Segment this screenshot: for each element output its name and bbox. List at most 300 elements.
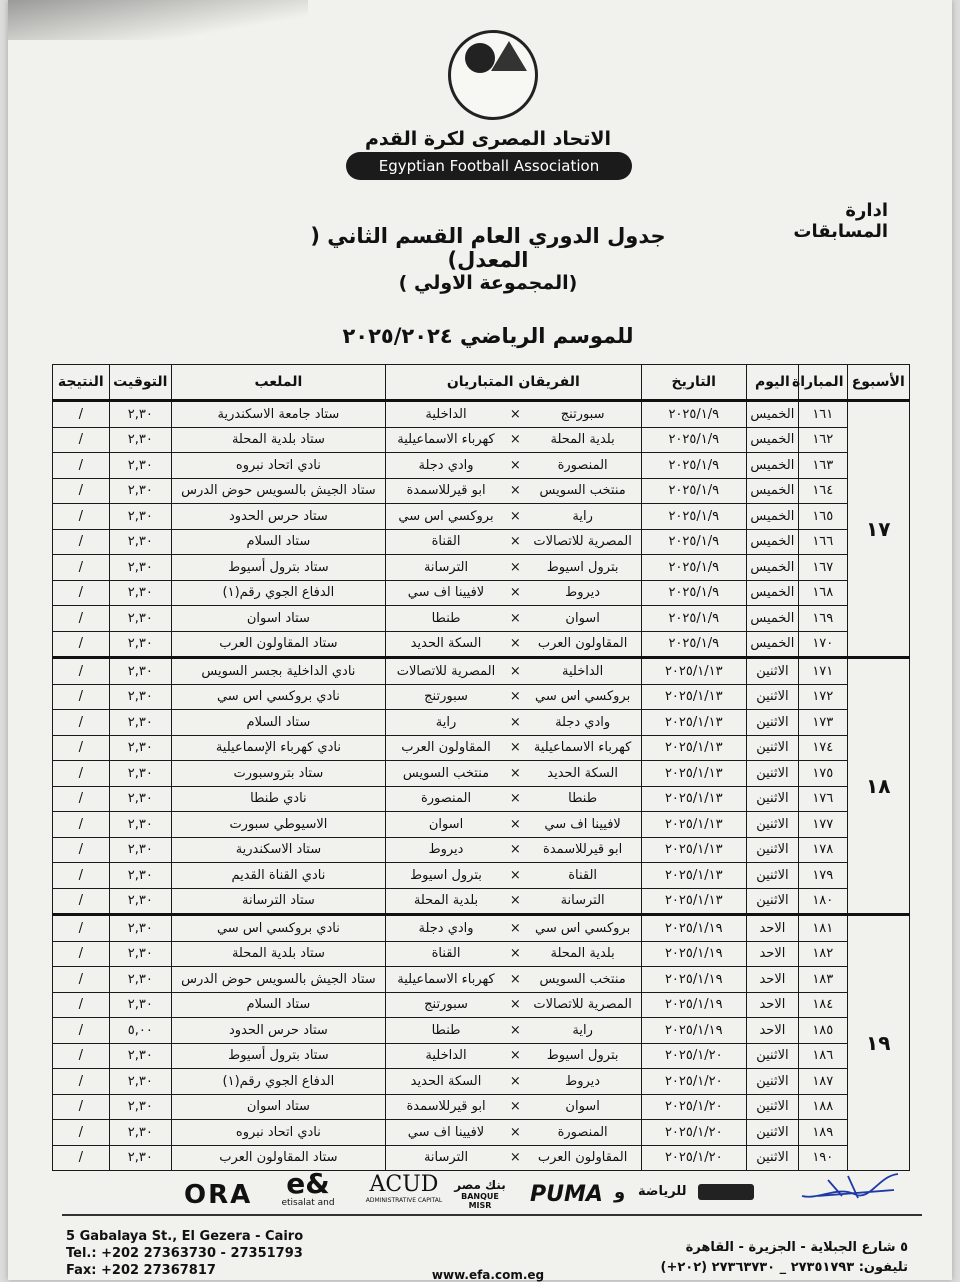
versus-mark: × [506,631,524,658]
match-day: الاثنين [746,1094,798,1120]
ministry-label: للرياضة [638,1184,687,1199]
match-result: / [53,967,110,993]
home-team: الترسانة [524,888,641,915]
week-number: ١٨ [847,658,910,915]
home-team: كهرباء الاسماعيلية [524,735,641,761]
etisalat-logo [278,1167,338,1208]
department-label: ادارة المسابقات [793,200,888,242]
versus-mark: × [506,761,524,787]
kickoff-time: ٢,٣٠ [109,1145,172,1171]
table-row [53,1018,910,1044]
kickoff-time: ٢,٣٠ [109,992,172,1018]
season-title: للموسم الرياضي ٢٠٢٥/٢٠٢٤ [342,324,634,348]
pyramid-icon [491,41,527,71]
match-result: / [53,606,110,632]
match-date: ٢٠٢٥/١/١٣ [641,710,746,736]
home-team: المنصورة [524,453,641,479]
match-number: ١٨٢ [799,941,847,967]
away-team: سبورتنج [385,992,506,1018]
away-team: طنطا [385,1018,506,1044]
match-result: / [53,941,110,967]
match-result: / [53,786,110,812]
stadium: نادي بروكسي اس سي [172,915,386,942]
away-team: المصرية للاتصالات [385,658,506,685]
header-day: اليوم [746,365,798,401]
match-number: ١٧٧ [799,812,847,838]
match-date: ٢٠٢٥/١/٩ [641,555,746,581]
match-number: ١٨٩ [799,1120,847,1146]
match-day: الخميس [746,427,798,453]
match-date: ٢٠٢٥/١/٢٠ [641,1094,746,1120]
match-date: ٢٠٢٥/١/١٣ [641,735,746,761]
kickoff-time: ٢,٣٠ [109,837,172,863]
match-date: ٢٠٢٥/١/١٣ [641,684,746,710]
match-date: ٢٠٢٥/١/٩ [641,631,746,658]
versus-mark: × [506,401,524,428]
versus-mark: × [506,1094,524,1120]
match-date: ٢٠٢٥/١/٩ [641,504,746,530]
match-date: ٢٠٢٥/١/١٣ [641,761,746,787]
away-team: ديروط [385,837,506,863]
match-day: الاحد [746,992,798,1018]
association-name-arabic: الاتحاد المصرى لكرة القدم [365,128,611,150]
table-row [53,837,910,863]
table-row [53,812,910,838]
match-number: ١٧٣ [799,710,847,736]
table-row [53,453,910,479]
week-number: ١٩ [847,915,910,1171]
match-day: الاحد [746,941,798,967]
match-day: الخميس [746,631,798,658]
match-date: ٢٠٢٥/١/١٣ [641,658,746,685]
match-day: الاثنين [746,684,798,710]
match-result: / [53,1069,110,1095]
header-week: الأسبوع [847,365,910,401]
away-team: السكة الحديد [385,1069,506,1095]
away-team: كهرباء الاسماعيلية [385,967,506,993]
stadium: ستاد بترول أسيوط [172,555,386,581]
match-number: ١٨٣ [799,967,847,993]
match-day: الاثنين [746,710,798,736]
versus-mark: × [506,529,524,555]
match-date: ٢٠٢٥/١/١٩ [641,915,746,942]
sponsor-dark-badge [698,1184,754,1200]
match-result: / [53,992,110,1018]
home-team: بروكسي اس سي [524,684,641,710]
banque-misr-en-label: BANQUE MISR [461,1192,499,1210]
match-number: ١٦١ [799,401,847,428]
match-number: ١٧٩ [799,863,847,889]
paper-fold-shadow [8,0,308,40]
match-date: ٢٠٢٥/١/٢٠ [641,1120,746,1146]
kickoff-time: ٢,٣٠ [109,478,172,504]
versus-mark: × [506,1018,524,1044]
table-row [53,1145,910,1171]
versus-mark: × [506,478,524,504]
tel-english: Tel.: +202 27363730 - 27351793 [66,1246,303,1261]
away-team: وادي دجلة [385,915,506,942]
away-team: لافيينا اف سي [385,1120,506,1146]
match-result: / [53,401,110,428]
stadium: ستاد الجيش بالسويس حوض الدرس [172,478,386,504]
match-result: / [53,453,110,479]
sponsor-strip [168,1167,908,1216]
match-number: ١٧٤ [799,735,847,761]
match-day: الاحد [746,967,798,993]
away-team: بلدية المحلة [385,888,506,915]
website-link[interactable]: www.efa.com.eg [431,1268,545,1282]
match-number: ١٦٧ [799,555,847,581]
match-number: ١٦٣ [799,453,847,479]
table-row [53,631,910,658]
away-team: لافيينا اف سي [385,580,506,606]
table-row [53,1043,910,1069]
match-number: ١٧٦ [799,786,847,812]
header-date: التاريخ [641,365,746,401]
table-row [53,658,910,685]
acud-label: ACUD [369,1172,439,1197]
match-date: ٢٠٢٥/١/٢٠ [641,1145,746,1171]
match-result: / [53,658,110,685]
match-result: / [53,555,110,581]
association-name-english: Egyptian Football Association [346,152,632,180]
kickoff-time: ٢,٣٠ [109,812,172,838]
home-team: المنصورة [524,1120,641,1146]
stadium: الدفاع الجوي رقم(١) [172,1069,386,1095]
kickoff-time: ٢,٣٠ [109,1120,172,1146]
header-stadium: الملعب [172,365,386,401]
match-day: الخميس [746,555,798,581]
away-team: الترسانة [385,1145,506,1171]
stadium: ستاد الجيش بالسويس حوض الدرس [172,967,386,993]
table-row [53,427,910,453]
versus-mark: × [506,941,524,967]
acud-logo [364,1172,444,1204]
stadium: ستاد بلدية المحلة [172,427,386,453]
table-row [53,786,910,812]
home-team: بروكسي اس سي [524,915,641,942]
week-number: ١٧ [847,401,910,658]
stadium: نادي القناة القديم [172,863,386,889]
match-number: ١٦٥ [799,504,847,530]
stadium: ستاد اسوان [172,606,386,632]
match-number: ١٨٥ [799,1018,847,1044]
home-team: منتخب السويس [524,478,641,504]
match-date: ٢٠٢٥/١/١٩ [641,941,746,967]
fixtures-body [53,401,910,1171]
footer-contact-english [66,1228,366,1279]
versus-mark: × [506,786,524,812]
away-team: طنطا [385,606,506,632]
kickoff-time: ٢,٣٠ [109,710,172,736]
table-row [53,710,910,736]
home-team: بلدية المحلة [524,941,641,967]
away-team: القناة [385,941,506,967]
home-team: ابو قيرللاسمدة [524,837,641,863]
match-result: / [53,1043,110,1069]
home-team: القناة [524,863,641,889]
match-day: الخميس [746,606,798,632]
match-day: الخميس [746,504,798,530]
table-row [53,1120,910,1146]
kickoff-time: ٢,٣٠ [109,631,172,658]
kickoff-time: ٢,٣٠ [109,427,172,453]
home-team: لافيينا اف سي [524,812,641,838]
match-date: ٢٠٢٥/١/١٣ [641,837,746,863]
etisalat-mark-icon: e& [286,1167,330,1200]
tel-arabic: تليفون: ٢٧٣٥١٧٩٣ _ ٢٧٣٦٣٧٣٠ (٢٠٢+) [660,1260,908,1275]
versus-mark: × [506,1069,524,1095]
match-day: الخميس [746,580,798,606]
table-row [53,529,910,555]
match-number: ١٨١ [799,915,847,942]
match-number: ١٦٨ [799,580,847,606]
away-team: منتخب السويس [385,761,506,787]
banque-misr-logo [450,1178,510,1210]
match-date: ٢٠٢٥/١/٢٠ [641,1069,746,1095]
table-row [53,967,910,993]
match-date: ٢٠٢٥/١/٩ [641,529,746,555]
table-row [53,580,910,606]
address-english: 5 Gabalaya St., El Gezera - Cairo [66,1229,304,1244]
document-page [8,0,952,1280]
home-team: بترول اسيوط [524,555,641,581]
header-result: النتيجة [53,365,110,401]
versus-mark: × [506,453,524,479]
match-day: الاثنين [746,735,798,761]
kickoff-time: ٢,٣٠ [109,453,172,479]
home-team: راية [524,504,641,530]
kickoff-time: ٢,٣٠ [109,658,172,685]
away-team: سبورتنج [385,684,506,710]
header-teams: الفريقان المتباريان [385,365,641,401]
match-result: / [53,504,110,530]
footer-divider [62,1214,922,1216]
match-day: الاثنين [746,812,798,838]
stadium: نادي اتحاد نبروه [172,1120,386,1146]
table-row [53,863,910,889]
home-team: طنطا [524,786,641,812]
home-team: وادي دجلة [524,710,641,736]
match-number: ١٧١ [799,658,847,685]
match-result: / [53,735,110,761]
away-team: بترول اسيوط [385,863,506,889]
stadium: ستاد المقاولون العرب [172,631,386,658]
kickoff-time: ٢,٣٠ [109,606,172,632]
etisalat-label: etisalat and [281,1198,335,1208]
signature-mark [798,1166,908,1206]
match-date: ٢٠٢٥/١/٩ [641,606,746,632]
table-row [53,606,910,632]
match-number: ١٨٧ [799,1069,847,1095]
kickoff-time: ٢,٣٠ [109,761,172,787]
match-date: ٢٠٢٥/١/٩ [641,580,746,606]
stadium: الدفاع الجوي رقم(١) [172,580,386,606]
match-day: الاحد [746,915,798,942]
efa-logo [448,30,538,120]
match-result: / [53,1120,110,1146]
kickoff-time: ٢,٣٠ [109,941,172,967]
fax-english: Fax: +202 27367817 [66,1263,216,1278]
match-result: / [53,1018,110,1044]
stadium: ستاد جامعة الاسكندرية [172,401,386,428]
kickoff-time: ٢,٣٠ [109,735,172,761]
match-result: / [53,1094,110,1120]
match-result: / [53,427,110,453]
versus-mark: × [506,580,524,606]
home-team: بترول اسيوط [524,1043,641,1069]
home-team: راية [524,1018,641,1044]
match-number: ١٨٦ [799,1043,847,1069]
match-date: ٢٠٢٥/١/٩ [641,427,746,453]
versus-mark: × [506,555,524,581]
home-team: بلدية المحلة [524,427,641,453]
versus-mark: × [506,812,524,838]
versus-mark: × [506,967,524,993]
match-day: الخميس [746,478,798,504]
table-row [53,504,910,530]
kickoff-time: ٢,٣٠ [109,888,172,915]
stadium: ستاد السلام [172,992,386,1018]
stadium: ستاد بترول أسيوط [172,1043,386,1069]
match-day: الاثنين [746,786,798,812]
away-team: الداخلية [385,1043,506,1069]
table-row [53,915,910,942]
match-date: ٢٠٢٥/١/١٣ [641,786,746,812]
stadium: الاسيوطي سبورت [172,812,386,838]
table-row [53,684,910,710]
schedule-title: جدول الدوري العام القسم الثاني ( المعدل) [310,224,666,272]
match-number: ١٧٥ [799,761,847,787]
acud-sub-label: ADMINISTRATIVE CAPITAL [365,1197,443,1204]
kickoff-time: ٢,٣٠ [109,786,172,812]
home-team: المصرية للاتصالات [524,992,641,1018]
match-result: / [53,684,110,710]
kickoff-time: ٢,٣٠ [109,529,172,555]
match-number: ١٨٠ [799,888,847,915]
header-time: التوقيت [109,365,172,401]
match-date: ٢٠٢٥/١/١٣ [641,888,746,915]
footer-contact-arabic [568,1238,908,1278]
away-team: وادي دجلة [385,453,506,479]
table-row [53,478,910,504]
ministry-logo-icon: ﻭ [614,1182,626,1203]
kickoff-time: ٢,٣٠ [109,967,172,993]
match-result: / [53,478,110,504]
versus-mark: × [506,1145,524,1171]
match-date: ٢٠٢٥/١/٩ [641,401,746,428]
match-result: / [53,888,110,915]
away-team: بروكسي اس سي [385,504,506,530]
kickoff-time: ٢,٣٠ [109,1069,172,1095]
kickoff-time: ٢,٣٠ [109,863,172,889]
versus-mark: × [506,684,524,710]
kickoff-time: ٢,٣٠ [109,915,172,942]
match-number: ١٦٦ [799,529,847,555]
versus-mark: × [506,427,524,453]
match-day: الاثنين [746,837,798,863]
stadium: نادي بروكسي اس سي [172,684,386,710]
match-number: ١٦٢ [799,427,847,453]
match-result: / [53,529,110,555]
match-number: ١٩٠ [799,1145,847,1171]
home-team: السكة الحديد [524,761,641,787]
stadium: ستاد حرس الحدود [172,504,386,530]
versus-mark: × [506,504,524,530]
match-number: ١٧٨ [799,837,847,863]
table-row [53,1069,910,1095]
table-row [53,888,910,915]
match-result: / [53,915,110,942]
puma-logo: PUMA [530,1182,603,1207]
match-date: ٢٠٢٥/١/٩ [641,453,746,479]
away-team: راية [385,710,506,736]
match-day: الخميس [746,401,798,428]
match-result: / [53,710,110,736]
stadium: نادي اتحاد نبروه [172,453,386,479]
home-team: المصرية للاتصالات [524,529,641,555]
stadium: ستاد السلام [172,710,386,736]
match-number: ١٨٨ [799,1094,847,1120]
home-team: المقاولون العرب [524,631,641,658]
match-number: ١٧٢ [799,684,847,710]
versus-mark: × [506,837,524,863]
stadium: نادي كهرباء الإسماعيلية [172,735,386,761]
kickoff-time: ٢,٣٠ [109,504,172,530]
match-date: ٢٠٢٥/١/١٣ [641,812,746,838]
match-day: الخميس [746,529,798,555]
kickoff-time: ٢,٣٠ [109,401,172,428]
match-day: الاثنين [746,1120,798,1146]
match-date: ٢٠٢٥/١/٩ [641,478,746,504]
away-team: السكة الحديد [385,631,506,658]
versus-mark: × [506,710,524,736]
table-row [53,761,910,787]
kickoff-time: ٢,٣٠ [109,555,172,581]
match-date: ٢٠٢٥/١/١٩ [641,967,746,993]
match-day: الاحد [746,1018,798,1044]
away-team: المنصورة [385,786,506,812]
match-date: ٢٠٢٥/١/٢٠ [641,1043,746,1069]
home-team: سبورتنج [524,401,641,428]
match-day: الاثنين [746,761,798,787]
kickoff-time: ٢,٣٠ [109,1043,172,1069]
match-date: ٢٠٢٥/١/١٣ [641,863,746,889]
versus-mark: × [506,658,524,685]
match-date: ٢٠٢٥/١/١٩ [641,992,746,1018]
match-number: ١٦٩ [799,606,847,632]
match-result: / [53,761,110,787]
stadium: ستاد اسوان [172,1094,386,1120]
match-day: الاثنين [746,863,798,889]
fixtures-table [52,364,910,1171]
away-team: الترسانة [385,555,506,581]
match-number: ١٧٠ [799,631,847,658]
stadium: ستاد بتروسبورت [172,761,386,787]
kickoff-time: ٥,٠٠ [109,1018,172,1044]
away-team: ابو قيرللاسمدة [385,1094,506,1120]
kickoff-time: ٢,٣٠ [109,580,172,606]
home-team: ديروط [524,1069,641,1095]
address-arabic: ٥ شارع الجبلاية - الجزيرة - القاهرة [685,1240,908,1255]
orange-logo: ORA [184,1180,253,1210]
match-number: ١٦٤ [799,478,847,504]
match-result: / [53,837,110,863]
table-row [53,992,910,1018]
away-team: ابو قيرللاسمدة [385,478,506,504]
table-header-row [53,365,910,401]
away-team: المقاولون العرب [385,735,506,761]
